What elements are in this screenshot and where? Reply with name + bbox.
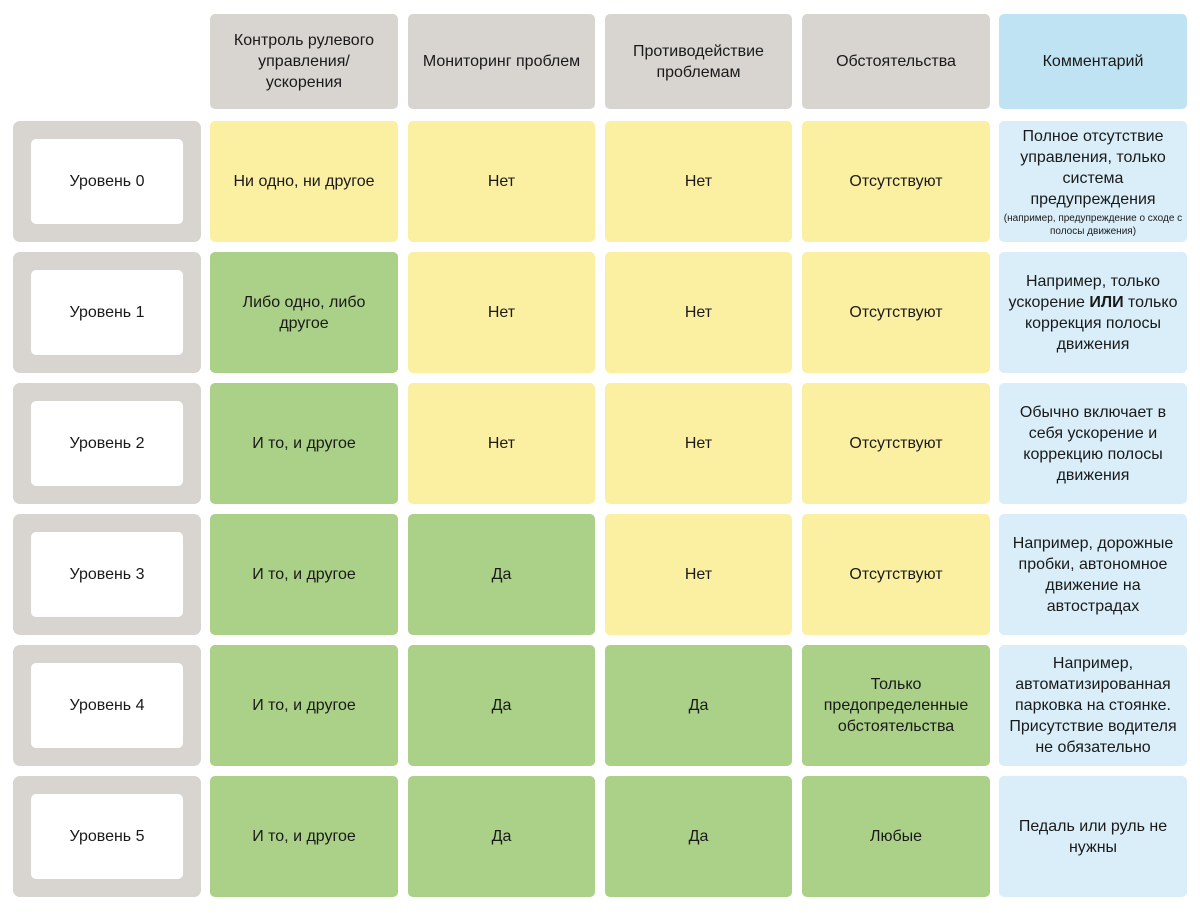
row-2-monitoring-text: Нет [487, 435, 516, 452]
row-2-circumstances-text: Отсутствуют [849, 435, 943, 452]
row-5-control [210, 776, 398, 897]
row-2-monitoring [408, 383, 595, 504]
row-4-control [210, 645, 398, 766]
header-comment-label: Комментарий [1042, 53, 1144, 70]
header-counteraction-label: Противодействие проблемам [633, 42, 764, 81]
row-5-comment [999, 776, 1187, 897]
row-2-circumstances [802, 383, 990, 504]
row-0-control-text: Ни одно, ни другое [233, 173, 375, 190]
header-monitoring-label: Мониторинг проблем [422, 53, 581, 70]
row-1-counteraction-text: Нет [684, 304, 713, 321]
header-circumstances [802, 14, 990, 109]
row-3-monitoring-text: Да [491, 566, 512, 583]
row-2-comment-text: Обычно включает в себя ускорение и коррекцию полосы движения [1019, 403, 1167, 484]
header-circumstances-label: Обстоятельства [836, 53, 956, 70]
header-comment [999, 14, 1187, 109]
row-3-counteraction [605, 514, 792, 635]
row-0-control [210, 121, 398, 242]
row-2-counteraction [605, 383, 792, 504]
row-4-counteraction-text: Да [688, 697, 709, 714]
level-5-frame [13, 776, 201, 897]
row-5-counteraction [605, 776, 792, 897]
level-1-frame [13, 252, 201, 373]
row-2-counteraction-text: Нет [684, 435, 713, 452]
row-3-comment-text: Например, дорожные пробки, автономное движение на автострадах [1012, 534, 1174, 615]
row-1-comment [999, 252, 1187, 373]
row-0-circumstances [802, 121, 990, 242]
row-0-comment [999, 121, 1187, 242]
row-0-comment-text: Полное отсутствие управления, только система предупреждения [1020, 127, 1166, 208]
row-4-control-text: И то, и другое [252, 697, 356, 714]
row-1-monitoring-text: Нет [487, 304, 516, 321]
row-1-circumstances [802, 252, 990, 373]
level-3-label: Уровень 3 [31, 532, 183, 617]
level-4-frame [13, 645, 201, 766]
row-2-comment [999, 383, 1187, 504]
row-4-monitoring-text: Да [491, 697, 512, 714]
level-4-label: Уровень 4 [31, 663, 183, 748]
row-4-counteraction [605, 645, 792, 766]
row-3-control [210, 514, 398, 635]
row-3-circumstances [802, 514, 990, 635]
header-monitoring [408, 14, 595, 109]
row-1-monitoring [408, 252, 595, 373]
row-5-monitoring-text: Да [491, 828, 512, 845]
row-4-monitoring [408, 645, 595, 766]
row-0-counteraction-text: Нет [684, 173, 713, 190]
row-0-comment-note: (например, предупреждение о сходе с полосы движения) [1003, 212, 1183, 237]
level-5-label: Уровень 5 [31, 794, 183, 879]
row-1-control [210, 252, 398, 373]
level-3-frame [13, 514, 201, 635]
row-1-control-text: Либо одно, либо другое [242, 293, 366, 332]
row-1-counteraction [605, 252, 792, 373]
row-5-comment-text: Педаль или руль не нужны [1018, 817, 1168, 856]
row-1-comment-text: Например, только ускорение ИЛИ только коррекция полосы движения [1008, 272, 1178, 353]
row-3-circumstances-text: Отсутствуют [849, 566, 943, 583]
level-0-label: Уровень 0 [31, 139, 183, 224]
row-3-counteraction-text: Нет [684, 566, 713, 583]
row-4-circumstances [802, 645, 990, 766]
header-counteraction [605, 14, 792, 109]
row-2-control-text: И то, и другое [252, 435, 356, 452]
row-3-comment [999, 514, 1187, 635]
header-control [210, 14, 398, 109]
row-5-circumstances [802, 776, 990, 897]
level-1-label: Уровень 1 [31, 270, 183, 355]
row-0-monitoring-text: Нет [487, 173, 516, 190]
row-0-counteraction [605, 121, 792, 242]
row-0-circumstances-text: Отсутствуют [849, 173, 943, 190]
level-2-label: Уровень 2 [31, 401, 183, 486]
level-0-frame [13, 121, 201, 242]
row-5-counteraction-text: Да [688, 828, 709, 845]
row-4-circumstances-text: Только предопределенные обстоятельства [823, 676, 969, 735]
row-4-comment-text: Например, автоматизированная парковка на стоянке. Присутствие водителя не обязательно [1009, 655, 1177, 756]
row-2-control [210, 383, 398, 504]
level-2-frame [13, 383, 201, 504]
row-0-monitoring [408, 121, 595, 242]
row-3-control-text: И то, и другое [252, 566, 356, 583]
row-1-circumstances-text: Отсутствуют [849, 304, 943, 321]
row-5-circumstances-text: Любые [869, 828, 923, 845]
header-control-label: Контроль рулевого управления/ ускорения [233, 32, 375, 91]
row-4-comment [999, 645, 1187, 766]
row-5-monitoring [408, 776, 595, 897]
row-5-control-text: И то, и другое [252, 828, 356, 845]
row-3-monitoring [408, 514, 595, 635]
